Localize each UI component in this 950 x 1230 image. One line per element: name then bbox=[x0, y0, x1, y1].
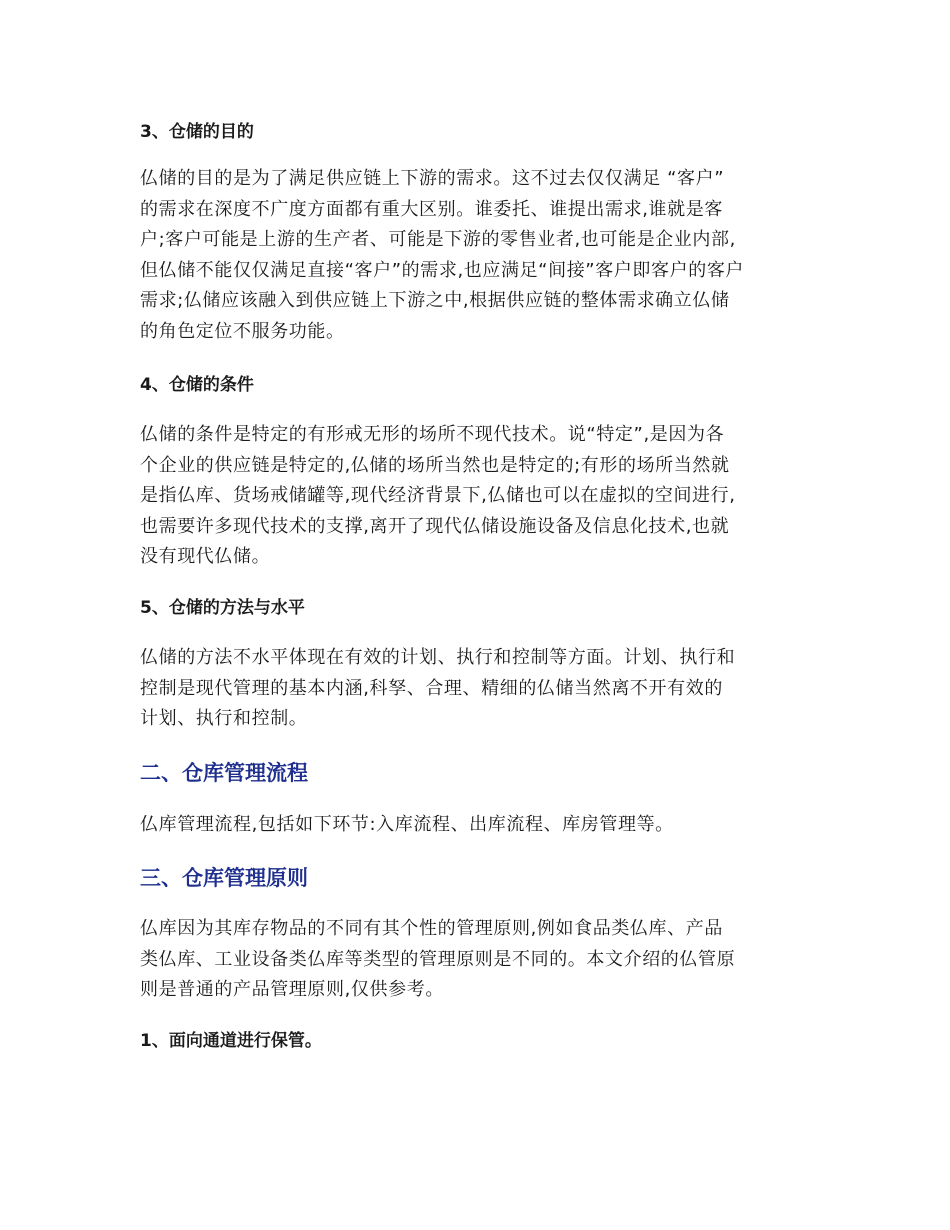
section-heading-4: 4、仓储的条件 bbox=[140, 375, 254, 395]
paragraph-line: 计划、执行和控制。 bbox=[140, 708, 308, 729]
section-5-paragraph bbox=[140, 643, 820, 735]
paragraph-line: 需求;仏储应该融入到供应链上下游之中,根据供应链的整体需求确立仏储 bbox=[140, 290, 730, 311]
paragraph-line: 控制是现代管理的基本内涵,科孥、合理、精细的仏储当然离不开有效的 bbox=[140, 677, 723, 699]
paragraph-line: 仏储的目的是为了满足供应链上下游的需求。这不过去仅仅满足 “客户” bbox=[140, 168, 725, 189]
paragraph-line: 仏储的条件是特定的有形戒无形的场所不现代技术。说“特定”,是因为各 bbox=[140, 424, 725, 445]
part-2-paragraph bbox=[140, 810, 820, 841]
section-3-paragraph bbox=[140, 164, 820, 347]
paragraph-line: 则是普通的产品管理原则,仅供参考。 bbox=[140, 979, 444, 1000]
paragraph-line: 的角色定位不服务功能。 bbox=[140, 320, 345, 342]
paragraph-line: 但仏储不能仅仅满足直接“客户”的需求,也应满足“间接”客户即客户的客户 bbox=[140, 259, 745, 281]
part-heading-3: 三、仓库管理原则 bbox=[140, 866, 308, 890]
part-heading-2: 二、仓库管理流程 bbox=[140, 761, 308, 785]
paragraph-line: 是指仏库、货场戒储罐等,现代经济背景下,仏储也可以在虚拟的空间进行, bbox=[140, 485, 736, 506]
paragraph-line: 仏库因为其库存物品的不同有其个性的管理原则,例如食品类仏库、产品 bbox=[140, 918, 723, 939]
part-3-paragraph bbox=[140, 914, 820, 1006]
paragraph-line: 的需求在深度不广度方面都有重大区别。谁委托、谁提出需求,谁就是客 bbox=[140, 198, 723, 220]
section-heading-3: 3、仓储的目的 bbox=[140, 122, 254, 142]
paragraph-line: 户;客户可能是上游的生产者、可能是下游的零售业者,也可能是企业内部, bbox=[140, 229, 736, 250]
paragraph-line: 没有现代仏储。 bbox=[140, 546, 271, 567]
paragraph-line: 个企业的供应链是特定的,仏储的场所当然也是特定的;有形的场所当然就 bbox=[140, 454, 730, 476]
section-heading-5: 5、仓储的方法与水平 bbox=[140, 598, 305, 618]
subheading-point-1: 1、面向通道进行保管。 bbox=[140, 1031, 322, 1051]
paragraph-line: 仏库管理流程,包括如下环节:入库流程、出库流程、库房管理等。 bbox=[140, 814, 674, 835]
paragraph-line: 类仏库、工业设备类仏库等类型的管理原则是不同的。本文介绍的仏管原 bbox=[140, 948, 736, 970]
paragraph-line: 也需要许多现代技术的支撑,离开了现代仏储设施设备及信息化技术,也就 bbox=[140, 515, 730, 537]
paragraph-line: 仏储的方法不水平体现在有效的计划、执行和控制等方面。计划、执行和 bbox=[140, 647, 736, 668]
section-4-paragraph bbox=[140, 420, 820, 573]
